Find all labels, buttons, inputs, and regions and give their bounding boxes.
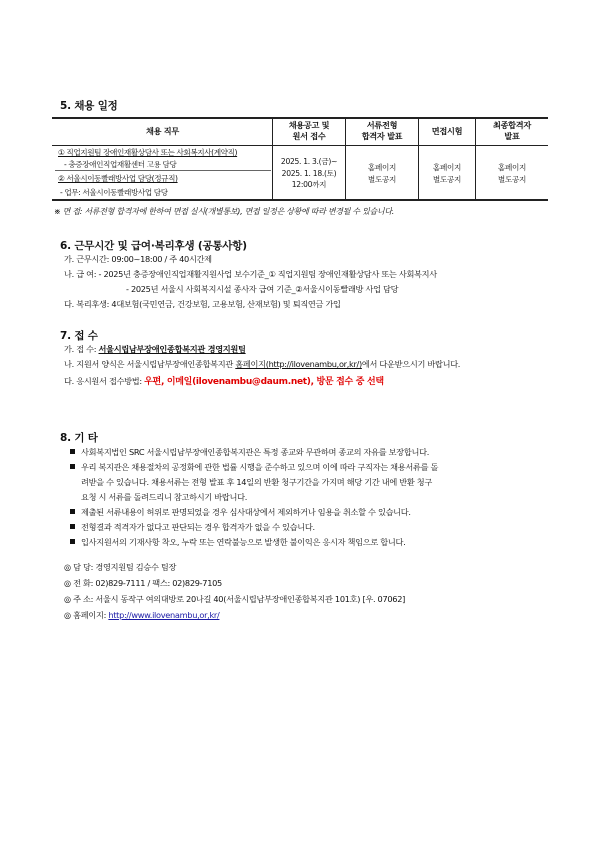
section-8-title: 8. 기 타 [60,432,98,444]
homepage-url[interactable]: http://www.ilovenambu,or,kr/ [108,610,220,620]
application-period: 2025. 1. 3.(금)~ 2025. 1. 18.(토) 12:00까지 [280,157,338,189]
method-value: 우편, 이메일(ilovenambu@daum.net), 방문 접수 중 선택 [144,377,384,387]
form-download-suffix: 에서 다운받으시기 바랍니다. [361,359,461,369]
header-final: 최종합격자 발표 [492,120,532,141]
job-2-detail: - 업무: 서울시이동빨래방사업 담당 [60,188,168,197]
misc-item-5: 입사지원서의 기재사항 착오, 누락 또는 연락불능으로 발생한 불이익은 응시자 책임으로 합니다. [70,537,405,548]
form-download [64,359,460,370]
interview-notice: 홈페이지 별도공지 [432,163,462,184]
welfare: 다. 복리후생: 4대보험(국민연금, 건강보험, 고용보험, 산재보험) 및 퇴직연금 가입 [64,299,341,309]
misc-item-2-cont: 려받을 수 있습니다. 채용서류는 전형 발표 후 14일의 반환 청구기간을 가지며 해당 기간 내에 반환 청구 [81,477,433,487]
contact-phone: ◎ 전 화: 02)829-7111 / 팩스: 02)829-7105 [64,578,222,588]
homepage-link[interactable]: 홈페이지(http://ilovenambu,or,kr/) [235,359,362,369]
pay-line-1: 나. 급 여: - 2025년 충증장애인직업재활지원사업 보수기준_① 직업지원팀 장애인재활상담사 또는 사회복지사 [64,269,437,279]
bullet-icon [70,464,75,469]
job-2: ② 서울시이동빨래방사업 담당(정규직) [58,174,178,183]
section-5-title: 5. 채용 일정 [60,100,118,112]
job-1: ① 직업지원팀 장애인재활상담사 또는 사회복지사(계약직) [58,148,238,157]
application-method [64,374,384,387]
job-1-detail: - 충증장애인직업재활센터 고용 담당 [64,160,177,169]
header-doc-result: 서류전형 합격자 발표 [361,120,403,141]
misc-item-3: 제출된 서류내용이 허위로 판명되었을 경우 심사대상에서 제외하거나 임용을 취소할 수 있습니다. [70,507,411,518]
misc-item-4: 전형결과 적격자가 없다고 판단되는 경우 합격자가 없을 수 있습니다. [70,522,315,533]
work-hours: 가. 근무시간: 09:00~18:00 / 주 40시간제 [64,254,212,264]
method-label: 다. 응시원서 접수방법: [64,376,145,386]
reception-label: 가. 접 수: [64,344,99,354]
reception-dept-name: 서울시립남부장애인종합복지관 경영지원팀 [98,344,246,354]
homepage-label: ◎ 홈페이지: [64,610,109,620]
section-6-title: 6. 근무시간 및 급여·복리후생 (공통사항) [60,240,247,252]
bullet-icon [70,539,75,544]
interview-note: ※ 면 접: 서류전형 합격자에 한하여 면접 실시(개별통보), 면접 일정은 상황에 따라 변경될 수 있습니다. [54,207,395,216]
bullet-icon [70,524,75,529]
header-application: 채용공고 및 원서 접수 [288,120,330,141]
header-interview: 면접시험 [431,126,463,136]
contact-homepage [64,610,219,621]
misc-item-2: 우리 복지관은 채용절차의 공정화에 관한 법률 시행을 준수하고 있으며 이에 따라 구직자는 채용서류를 돌 [70,462,438,473]
final-notice: 홈페이지 별도공지 [497,163,527,184]
contact-person: ◎ 담 당: 경영지원팀 김승수 팀장 [64,562,177,572]
bullet-icon [70,509,75,514]
reception-dept [64,344,246,355]
misc-item-2-cont: 요청 시 서류를 돌려드리니 참고하시기 바랍니다. [81,492,247,502]
misc-item-1: 사회복지법인 SRC 서울시립남부장애인종합복지관은 특정 종교와 무관하며 종교의 자유를 보장합니다. [70,447,429,458]
section-7-title: 7. 접 수 [60,330,98,342]
bullet-icon [70,449,75,454]
header-job: 채용 직무 [146,126,179,136]
contact-address: ◎ 주 소: 서울시 동작구 여의대방로 20나길 40(서울시립남부장애인종합복지관 101호) [우. 07062] [64,594,406,604]
pay-line-2: - 2025년 서울시 사회복지시설 종사자 급여 기준_②서울시이동빨래방 사업 담당 [126,284,399,294]
doc-result-notice: 홈페이지 별도공지 [367,163,397,184]
form-download-prefix: 나. 지원서 양식은 서울시립남부장애인종합복지관 [64,359,236,369]
